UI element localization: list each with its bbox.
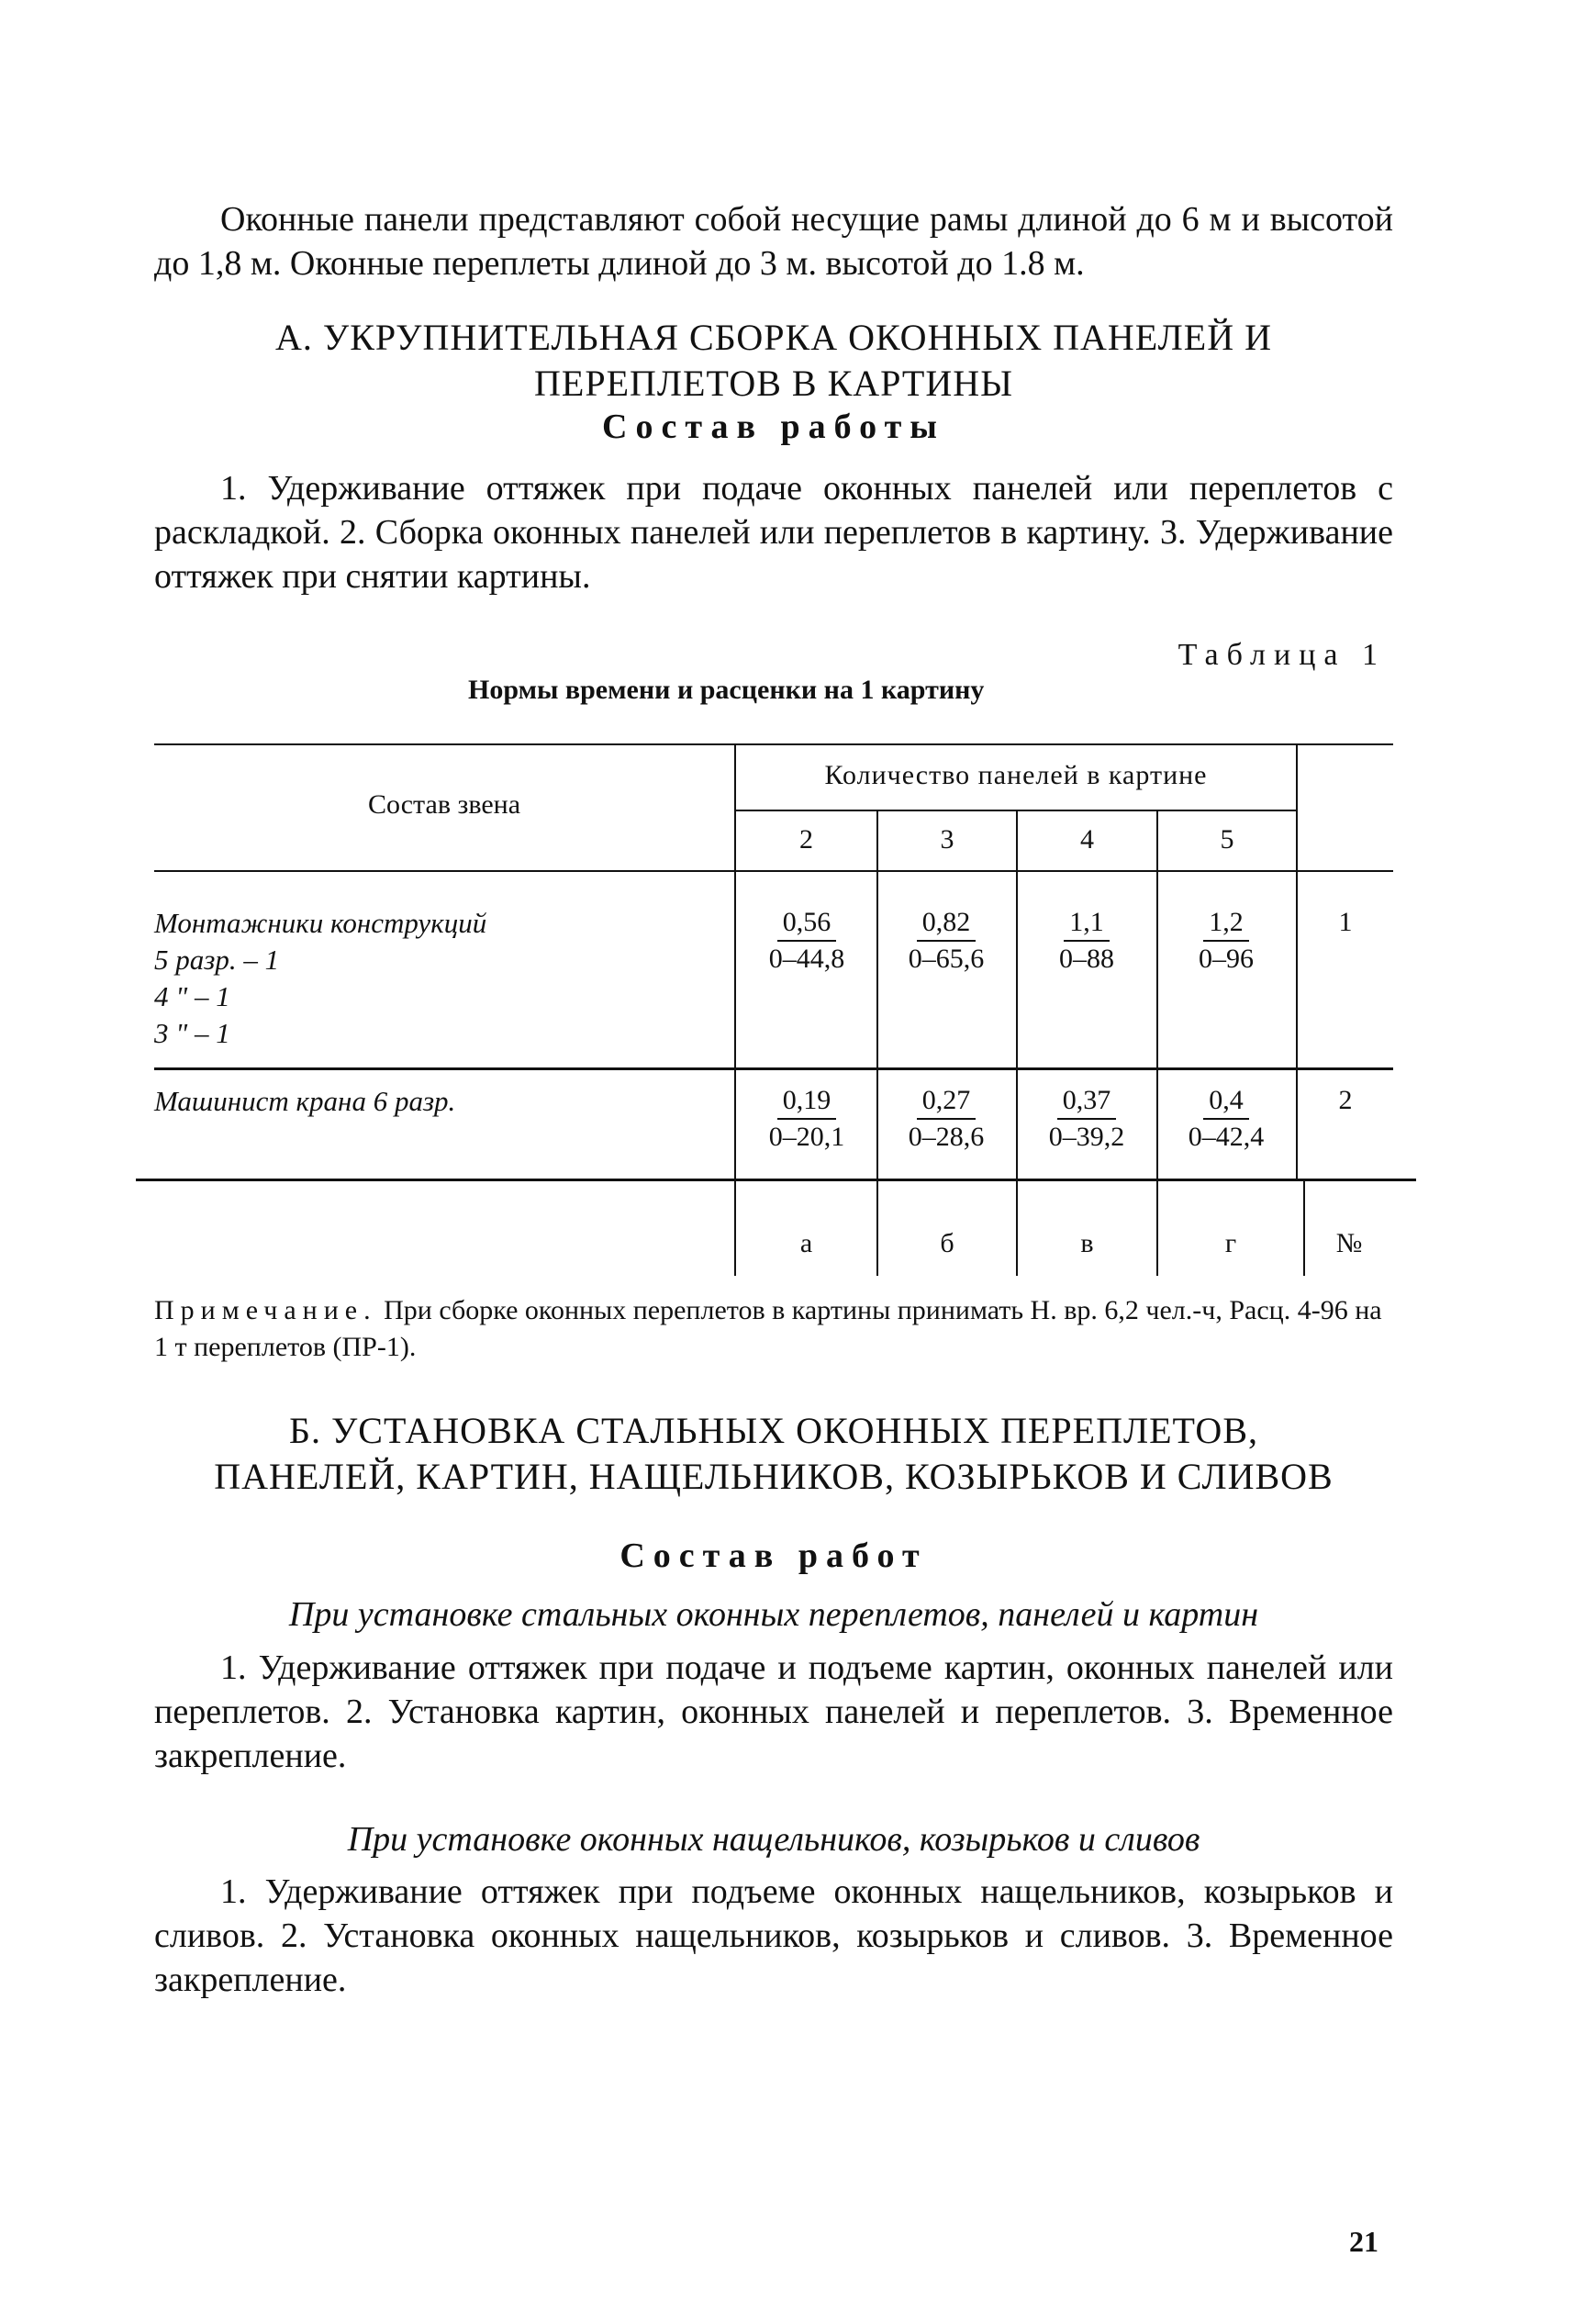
norm-value: 0,82: [917, 905, 977, 942]
price-value: 0–20,1: [768, 1122, 845, 1152]
row-number: 1: [1338, 907, 1353, 937]
section-b-title-line1: Б. УСТАНОВКА СТАЛЬНЫХ ОКОННЫХ ПЕРЕПЛЕТОВ,: [289, 1410, 1258, 1451]
row-number: 2: [1338, 1085, 1353, 1115]
note-text: При сборке оконных переплетов в картины принимать Н. вр. 6,2 чел.-ч, Расц. 4-96 на 1 т переплетов (ПР-1).: [154, 1295, 1382, 1362]
norm-value: 1,1: [1064, 905, 1110, 942]
column-letter: в: [1080, 1228, 1094, 1258]
rate-cell: [1158, 1083, 1294, 1155]
rate-cell: [1019, 905, 1155, 977]
crew-line: Монтажники конструкций: [154, 907, 487, 939]
price-value: 0–28,6: [908, 1122, 985, 1152]
rate-cell: [878, 905, 1014, 977]
crew-line: 3 " – 1: [154, 1017, 230, 1049]
table-note: [154, 1292, 1393, 1366]
section-b-subheading-1: При установке стальных оконных переплетов, панелей и картин: [288, 1595, 1259, 1634]
price-value: 0–96: [1199, 944, 1254, 974]
rate-cell: [739, 905, 875, 977]
note-lead: Примечание.: [154, 1295, 377, 1325]
price-value: 0–88: [1059, 944, 1114, 974]
price-value: 0–65,6: [908, 944, 985, 974]
section-a-body: 1. Удерживание оттяжек при подаче оконных панелей или переплетов с раскладкой. 2. Сборка оконных панелей или переплетов в картину. 3. Удерживание оттяжек при снятии картины.: [154, 469, 1393, 596]
section-b-subheading-2: При установке оконных нащельников, козырьков и сливов: [347, 1820, 1200, 1859]
price-value: 0–42,4: [1188, 1122, 1265, 1152]
rate-cell: [878, 1083, 1014, 1155]
rate-cell: [1158, 905, 1294, 977]
section-b-subtitle: Состав работ: [619, 1536, 928, 1575]
table-row-rule: [154, 1067, 1393, 1070]
crew-cell-row2: [154, 1083, 455, 1120]
column-letter: а: [799, 1228, 813, 1258]
table-bottom-rule: [136, 1179, 1416, 1181]
header-count-group: Количество панелей в картине: [824, 760, 1208, 790]
norm-value: 0,4: [1203, 1083, 1249, 1120]
intro-paragraph: Оконные панели представляют собой несущие рамы длиной до 6 м и высотой до 1,8 м. Оконные переплеты длиной до 3 м. высотой до 1.8 м.: [154, 200, 1393, 283]
header-crew: Состав звена: [367, 789, 521, 820]
norm-value: 1,2: [1203, 905, 1249, 942]
table-top-rule: [154, 743, 1393, 745]
norm-value: 0,37: [1057, 1083, 1117, 1120]
table-header-rule: [154, 870, 1393, 872]
section-a-subtitle: Состав работы: [602, 408, 945, 446]
column-letter: б: [940, 1228, 954, 1258]
price-value: 0–44,8: [768, 944, 845, 974]
table-vrule: [1016, 810, 1018, 1179]
crew-cell-row1: [154, 905, 486, 1052]
section-a-title-line1: А. УКРУПНИТЕЛЬНАЯ СБОРКА ОКОННЫХ ПАНЕЛЕЙ И: [275, 317, 1272, 358]
column-letter: г: [1224, 1228, 1237, 1258]
table-group-rule: [734, 810, 1296, 811]
rate-cell: [1019, 1083, 1155, 1155]
column-number-sign: №: [1335, 1228, 1363, 1258]
norm-value: 0,27: [917, 1083, 977, 1120]
price-value: 0–39,2: [1048, 1122, 1125, 1152]
crew-line: 4 " – 1: [154, 980, 230, 1012]
header-count: 3: [940, 824, 954, 855]
header-count: 2: [799, 824, 813, 855]
rate-cell: [739, 1083, 875, 1155]
table-title: Нормы времени и расценки на 1 картину: [468, 675, 985, 705]
page-number: 21: [1349, 2225, 1378, 2258]
section-b-title-line2: ПАНЕЛЕЙ, КАРТИН, НАЩЕЛЬНИКОВ, КОЗЫРЬКОВ И СЛИВОВ: [214, 1456, 1334, 1497]
crew-line: Машинист крана 6 разр.: [154, 1085, 456, 1117]
section-b-body-1: 1. Удерживание оттяжек при подаче и подъеме картин, оконных панелей или переплетов. 2. Установка картин, оконных панелей и переплетов. 3. Временное закрепление.: [154, 1648, 1393, 1775]
table-vrule: [734, 743, 736, 1179]
norm-value: 0,19: [777, 1083, 837, 1120]
section-b-body-2: 1. Удерживание оттяжек при подъеме оконных нащельников, козырьков и сливов. 2. Установка оконных нащельников, козырьков и сливов. 3. Временное закрепление.: [154, 1872, 1393, 1999]
header-count: 5: [1220, 824, 1234, 855]
header-count: 4: [1080, 824, 1094, 855]
table-label: Таблица 1: [1177, 638, 1386, 672]
section-a-title-line2: ПЕРЕПЛЕТОВ В КАРТИНЫ: [534, 363, 1013, 404]
crew-line: 5 разр. – 1: [154, 944, 280, 976]
norm-value: 0,56: [777, 905, 837, 942]
